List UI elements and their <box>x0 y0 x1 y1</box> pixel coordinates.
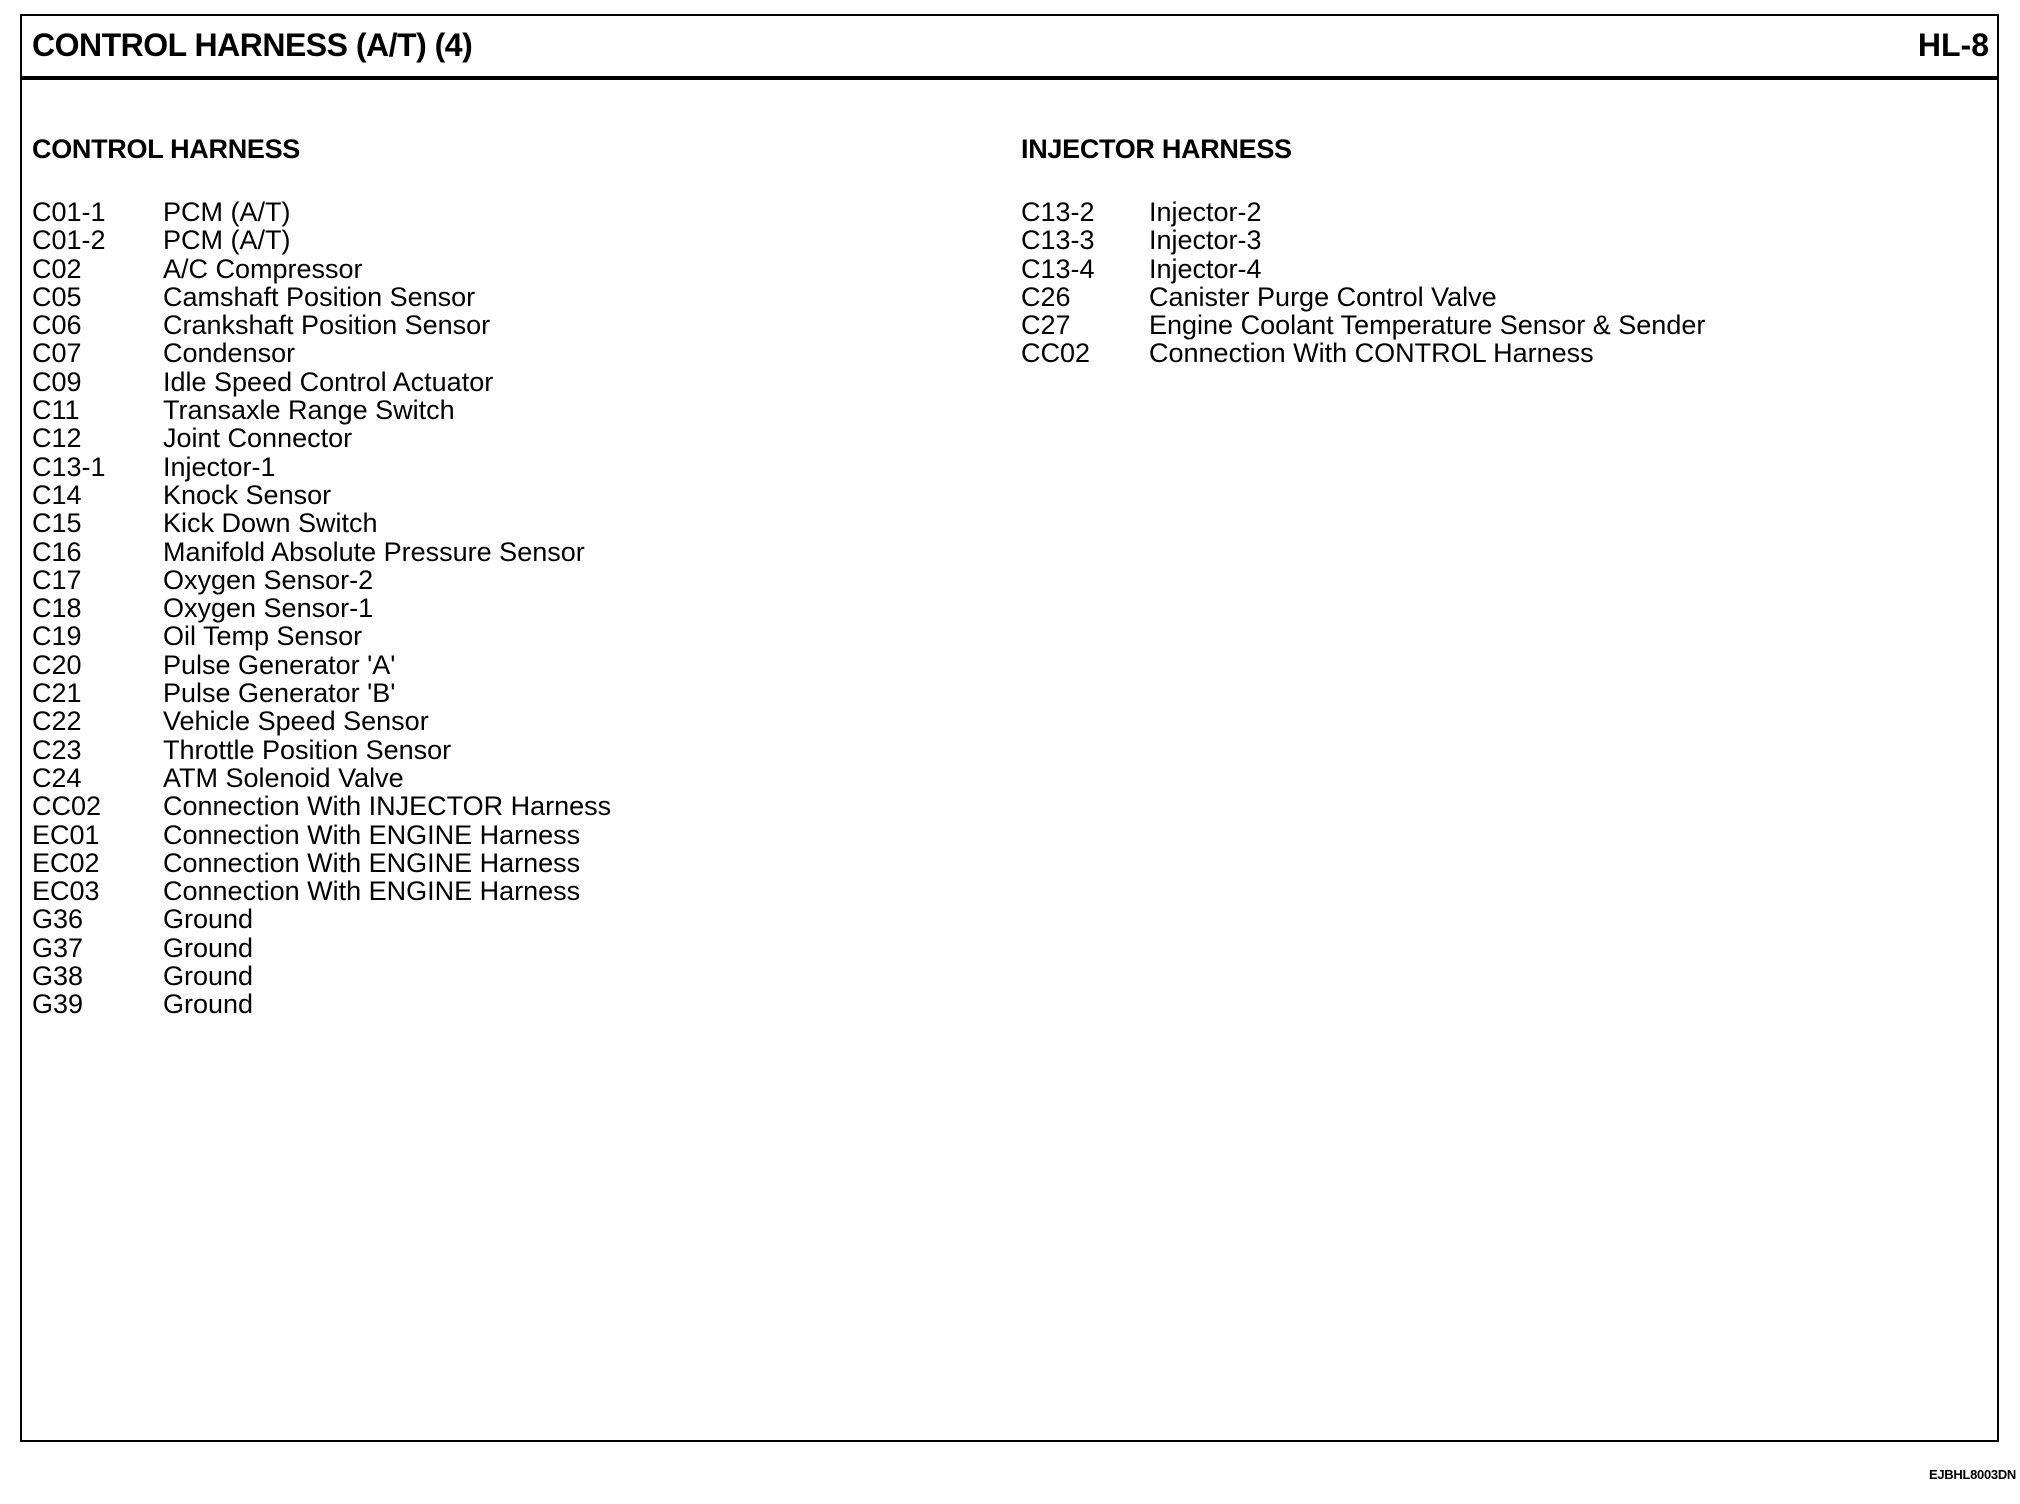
list-item <box>32 962 992 990</box>
connector-code: EC01 <box>32 819 100 850</box>
list-item <box>32 283 992 311</box>
connector-code: C17 <box>32 564 82 595</box>
control-harness-heading: CONTROL HARNESS <box>32 134 301 164</box>
connector-code: C21 <box>32 678 82 709</box>
control-harness-section <box>32 132 992 1019</box>
connector-description: Idle Speed Control Actuator <box>163 366 494 397</box>
header-bar <box>22 16 1997 80</box>
list-item <box>1021 255 1961 283</box>
list-item <box>1021 283 1961 311</box>
list-item <box>32 396 992 424</box>
list-item <box>32 877 992 905</box>
injector-harness-list <box>1021 198 1961 368</box>
connector-description: Kick Down Switch <box>163 508 378 539</box>
list-item <box>32 990 992 1018</box>
list-item <box>32 934 992 962</box>
connector-code: C12 <box>32 423 82 454</box>
connector-description: Connection With INJECTOR Harness <box>163 791 612 822</box>
connector-description: Ground <box>163 961 254 992</box>
list-item <box>32 453 992 481</box>
control-harness-list <box>32 198 992 1019</box>
connector-code: C07 <box>32 338 82 369</box>
connector-code: C23 <box>32 734 82 765</box>
connector-code: CC02 <box>1021 338 1091 369</box>
connector-code: C16 <box>32 536 82 567</box>
connector-code: C24 <box>32 762 82 793</box>
list-item <box>32 849 992 877</box>
connector-code: C14 <box>32 479 82 510</box>
connector-code: G38 <box>32 961 84 992</box>
connector-description: Ground <box>163 932 254 963</box>
connector-description: Ground <box>163 989 254 1020</box>
list-item <box>32 594 992 622</box>
connector-code: C20 <box>32 649 82 680</box>
connector-description: Knock Sensor <box>163 479 332 510</box>
connector-description: PCM (A/T) <box>163 197 291 227</box>
connector-code: G37 <box>32 932 84 963</box>
connector-description: Pulse Generator 'A' <box>163 649 396 680</box>
connector-code: C02 <box>32 253 82 284</box>
connector-code: EC03 <box>32 876 100 907</box>
injector-harness-heading: INJECTOR HARNESS <box>1021 134 1292 164</box>
connector-code: G39 <box>32 989 84 1020</box>
connector-code: C19 <box>32 621 82 652</box>
connector-code: C13-4 <box>1021 253 1095 284</box>
connector-description: Transaxle Range Switch <box>163 395 455 426</box>
connector-description: Ground <box>163 904 254 935</box>
list-item <box>32 821 992 849</box>
list-item <box>32 905 992 933</box>
connector-code: C13-1 <box>32 451 106 482</box>
connector-code: C09 <box>32 366 82 397</box>
connector-description: Connection With CONTROL Harness <box>1149 338 1594 369</box>
connector-code: C06 <box>32 310 82 341</box>
connector-description: Injector-1 <box>163 451 276 482</box>
list-item <box>32 651 992 679</box>
connector-description: Connection With ENGINE Harness <box>163 876 581 907</box>
connector-description: Condensor <box>163 338 296 369</box>
list-item <box>32 538 992 566</box>
list-item <box>1021 226 1961 254</box>
connector-description: Oil Temp Sensor <box>163 621 363 652</box>
connector-description: Canister Purge Control Valve <box>1149 281 1497 312</box>
list-item <box>32 622 992 650</box>
connector-code: C18 <box>32 593 82 624</box>
list-item <box>32 255 992 283</box>
connector-code: C11 <box>32 395 80 426</box>
connector-description: Injector-4 <box>1149 253 1262 284</box>
connector-code: C05 <box>32 281 82 312</box>
connector-description: Vehicle Speed Sensor <box>163 706 429 737</box>
connector-description: A/C Compressor <box>163 253 363 284</box>
list-item <box>32 226 992 254</box>
connector-description: Manifold Absolute Pressure Sensor <box>163 536 585 567</box>
connector-description: Pulse Generator 'B' <box>163 678 396 709</box>
connector-code: C15 <box>32 508 82 539</box>
connector-description: Injector-3 <box>1149 225 1262 256</box>
connector-code: C27 <box>1021 310 1071 341</box>
connector-code: C13-3 <box>1021 225 1095 256</box>
list-item <box>32 424 992 452</box>
connector-description: Engine Coolant Temperature Sensor & Sender <box>1149 310 1706 341</box>
list-item <box>32 736 992 764</box>
list-item <box>32 764 992 792</box>
connector-code: C01-2 <box>32 225 106 256</box>
list-item <box>32 311 992 339</box>
page-code: HL-8 <box>1917 27 1989 63</box>
list-item <box>32 566 992 594</box>
page-title: CONTROL HARNESS (A/T) (4) <box>32 27 473 63</box>
connector-code: C01-1 <box>32 197 106 227</box>
list-item <box>1021 198 1961 226</box>
connector-code: CC02 <box>32 791 102 822</box>
list-item <box>32 707 992 735</box>
connector-description: Connection With ENGINE Harness <box>163 819 581 850</box>
connector-description: Camshaft Position Sensor <box>163 281 476 312</box>
document-id: EJBHL8003DN <box>1928 1467 2016 1482</box>
injector-harness-section <box>1021 132 1961 368</box>
connector-description: ATM Solenoid Valve <box>163 762 404 793</box>
connector-description: Joint Connector <box>163 423 353 454</box>
connector-description: Crankshaft Position Sensor <box>163 310 491 341</box>
list-item <box>1021 339 1961 367</box>
connector-description: Oxygen Sensor-1 <box>163 593 374 624</box>
list-item <box>32 792 992 820</box>
connector-description: PCM (A/T) <box>163 225 291 256</box>
list-item <box>32 339 992 367</box>
list-item <box>32 481 992 509</box>
connector-description: Throttle Position Sensor <box>163 734 452 765</box>
list-item <box>1021 311 1961 339</box>
list-item <box>32 679 992 707</box>
connector-description: Oxygen Sensor-2 <box>163 564 374 595</box>
connector-description: Connection With ENGINE Harness <box>163 847 581 878</box>
connector-code: EC02 <box>32 847 100 878</box>
list-item <box>32 368 992 396</box>
connector-code: C22 <box>32 706 82 737</box>
connector-code: C26 <box>1021 281 1071 312</box>
connector-code: C13-2 <box>1021 197 1095 227</box>
list-item <box>32 198 992 226</box>
connector-code: G36 <box>32 904 84 935</box>
connector-description: Injector-2 <box>1149 197 1262 227</box>
list-item <box>32 509 992 537</box>
